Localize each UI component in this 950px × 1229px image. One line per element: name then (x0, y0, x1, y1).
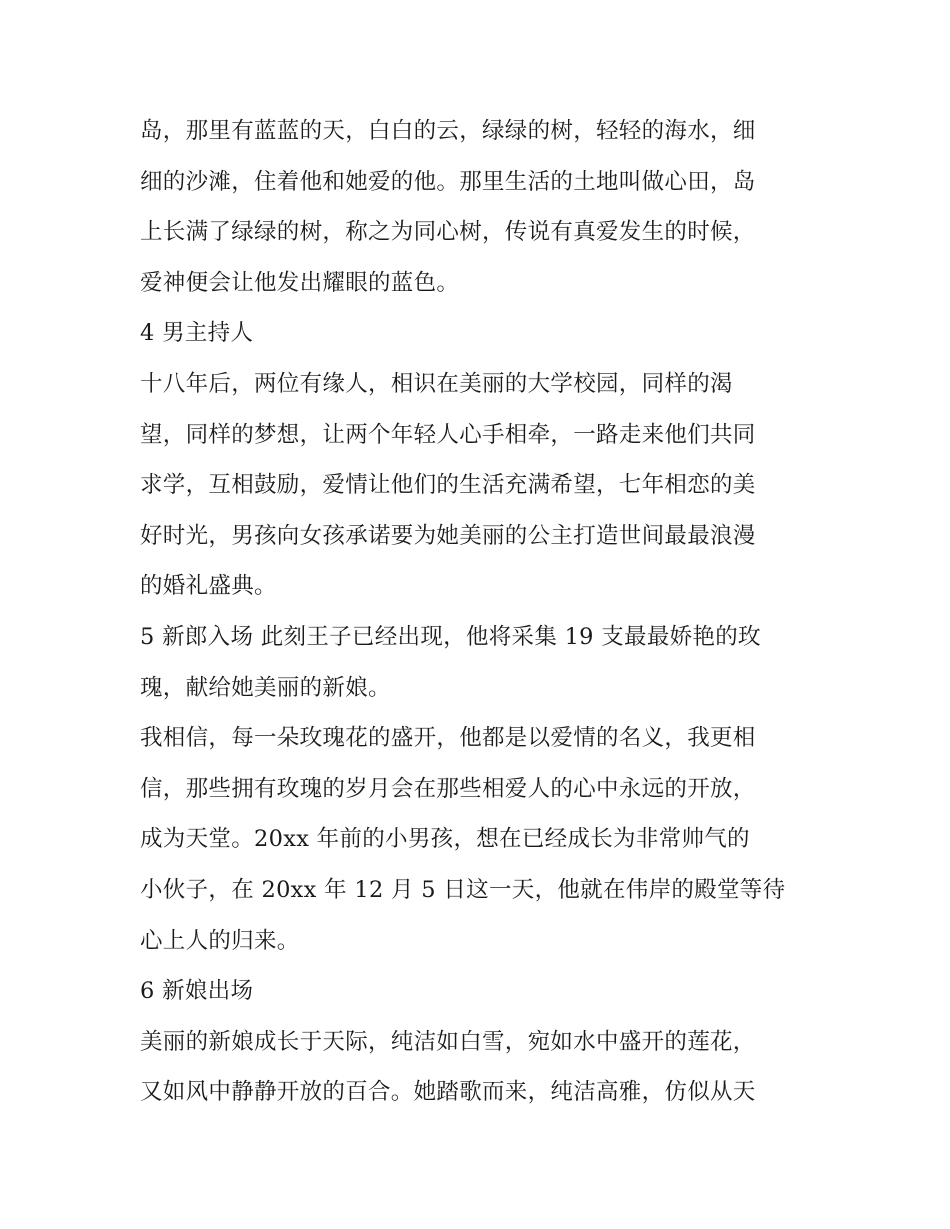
text-line: 心上人的归来。 (140, 927, 300, 954)
text-line: 望，同样的梦想，让两个年轻人心手相牵，一路走来他们共同 (140, 421, 756, 448)
text-line: 又如风中静静开放的百合。她踏歌而来，纯洁高雅，仿似从天 (140, 1079, 756, 1106)
text-line: 上长满了绿绿的树，称之为同心树，传说有真爱发生的时候， (140, 219, 756, 246)
text-line: 的婚礼盛典。 (140, 573, 277, 600)
text-line: 求学，互相鼓励，爱情让他们的生活充满希望，七年相恋的美 (140, 472, 756, 499)
text-line: 爱神便会让他发出耀眼的蓝色。 (140, 269, 460, 296)
section-heading: 4 男主持人 (140, 320, 254, 347)
text-line: 小伙子，在 20xx 年 12 月 5 日这一天，他就在伟岸的殿堂等待 (140, 876, 786, 903)
text-line: 好时光，男孩向女孩承诺要为她美丽的公主打造世间最最浪漫 (140, 522, 756, 549)
text-line: 细的沙滩，住着他和她爱的他。那里生活的土地叫做心田，岛 (140, 168, 756, 195)
section-heading: 6 新娘出场 (140, 978, 254, 1005)
text-line: 十八年后，两位有缘人，相识在美丽的大学校园，同样的渴 (140, 370, 733, 397)
section-heading: 5 新郎入场 此刻王子已经出现，他将采集 19 支最最娇艳的玫 (140, 623, 761, 650)
text-line: 我相信，每一朵玫瑰花的盛开，他都是以爱情的名义，我更相 (140, 725, 756, 752)
text-line: 信，那些拥有玫瑰的岁月会在那些相爱人的心中永远的开放， (140, 775, 756, 802)
text-line: 成为天堂。20xx 年前的小男孩，想在已经成长为非常帅气的 (140, 826, 750, 853)
document-body (140, 106, 820, 1118)
text-line: 瑰，献给她美丽的新娘。 (140, 674, 391, 701)
text-line: 美丽的新娘成长于天际，纯洁如白雪，宛如水中盛开的莲花， (140, 1028, 756, 1055)
text-line: 岛，那里有蓝蓝的天，白白的云，绿绿的树，轻轻的海水，细 (140, 118, 756, 144)
